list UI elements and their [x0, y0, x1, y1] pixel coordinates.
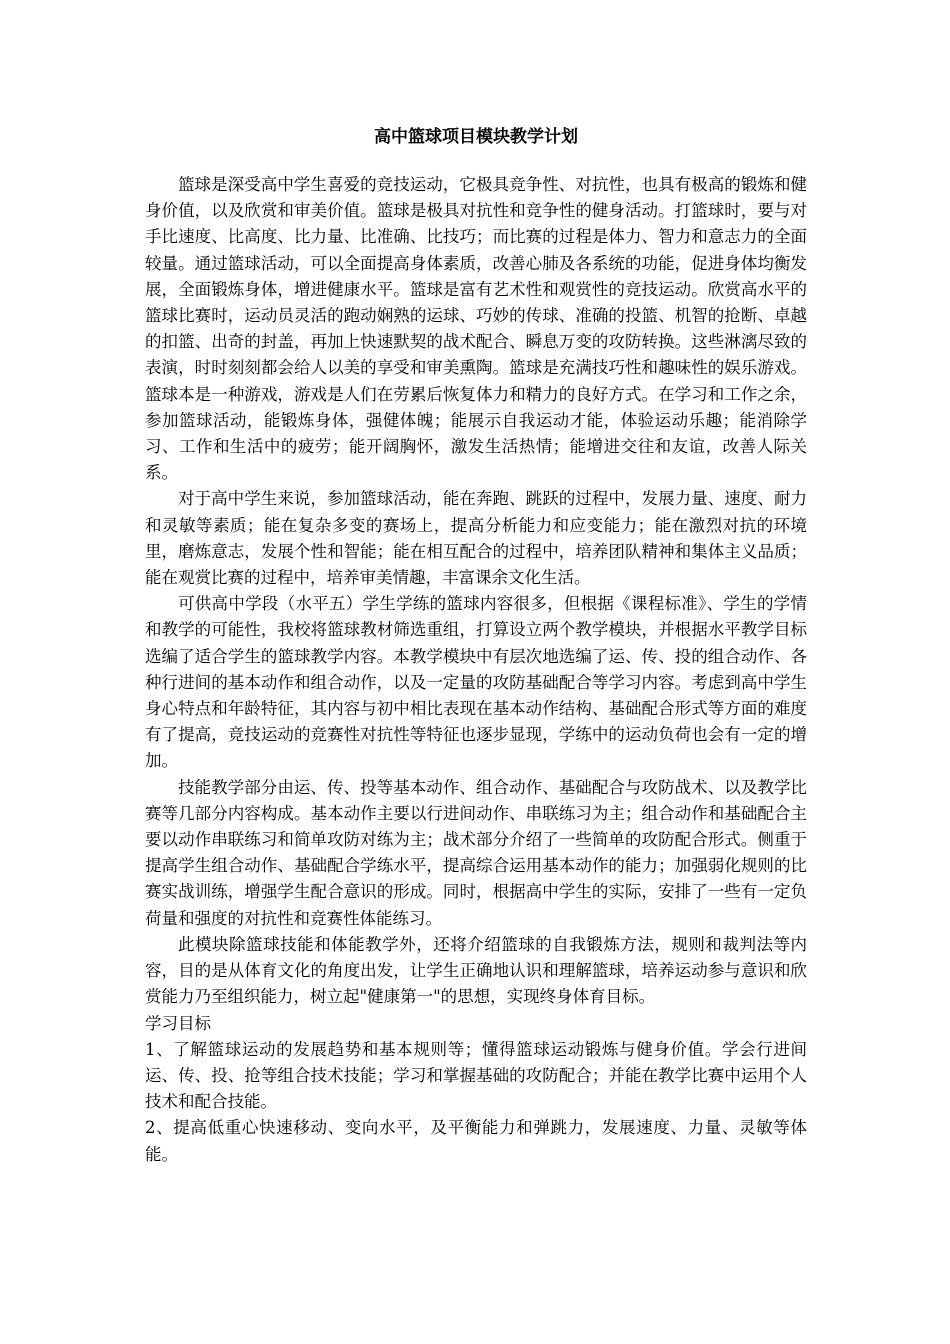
section-heading-learning-goals: 学习目标 — [145, 1013, 211, 1033]
paragraph-skill-teaching: 技能教学部分由运、传、投等基本动作、组合动作、基础配合与攻防战术、以及教学比赛等几部分内容构成。基本动作主要以行进间动作、串联练习为主；组合动作和基础配合主要以动作串联练习和简单攻防对练为主；战术部分介绍了一些简单的攻防配合形式。侧重于提高学生组合动作、基础配合学练水平，提高综合运用基本动作的能力；加强弱化规则的比赛实战训练，增强学生配合意识的形成。同时，根据高中学生的实际，安排了一些有一定负荷量和强度的对抗性和竞赛性体能练习。 — [145, 777, 807, 928]
goal-item-2: 2、提高低重心快速移动、变向水平，及平衡能力和弹跳力，发展速度、力量、灵敏等体能。 — [145, 1118, 807, 1164]
document-title: 高中篮球项目模块教学计划 — [374, 127, 578, 147]
paragraph-benefits: 对于高中学生来说，参加篮球活动，能在奔跑、跳跃的过程中，发展力量、速度、耐力和灵敏等素质；能在复杂多变的赛场上，提高分析能力和应变能力；能在激烈对抗的环境里，磨炼意志，发展个性和智能；能在相互配合的过程中，培养团队精神和集体主义品质；能在观赏比赛的过程中，培养审美情趣，丰富课余文化生活。 — [145, 489, 807, 588]
paragraph-intro: 篮球是深受高中学生喜爱的竞技运动，它极具竞争性、对抗性，也具有极高的锻炼和健身价值，以及欣赏和审美价值。篮球是极具对抗性和竞争性的健身活动。打篮球时，要与对手比速度、比高度、比力量、比准确、比技巧；而比赛的过程是体力、智力和意志力的全面较量。通过篮球活动，可以全面提高身体素质，改善心肺及各系统的功能，促进身体均衡发展，全面锻炼身体，增进健康水平。篮球是富有艺术性和观赏性的竞技运动。欣赏高水平的篮球比赛时，运动员灵活的跑动娴熟的运球、巧妙的传球、准确的投篮、机智的抢断、卓越的扣篮、出奇的封盖，再加上快速默契的战术配合、瞬息万变的攻防转换。这些淋漓尽致的表演，时时刻刻都会给人以美的享受和审美熏陶。篮球是充满技巧性和趣味性的娱乐游戏。篮球本是一种游戏，游戏是人们在劳累后恢复体力和精力的良好方式。在学习和工作之余，参加篮球活动，能锻炼身体，强健体魄；能展示自我运动才能，体验运动乐趣；能消除学习、工作和生活中的疲劳；能开阔胸怀，激发生活热情；能增进交往和友谊，改善人际关系。 — [145, 175, 807, 483]
paragraph-content-selection: 可供高中学段（水平五）学生学练的篮球内容很多，但根据《课程标准》、学生的学情和教学的可能性，我校将篮球教材筛选重组，打算设立两个教学模块，并根据水平教学目标选编了适合学生的篮球教学内容。本教学模块中有层次地选编了运、传、投的组合动作、各种行进间的基本动作和组合动作，以及一定量的攻防基础配合等学习内容。考虑到高中学生身心特点和年龄特征，其内容与初中相比表现在基本动作结构、基础配合形式等方面的难度有了提高，竞技运动的竞赛性对抗性等特征也逐步显现，学练中的运动负荷也会有一定的增加。 — [145, 594, 807, 771]
goal-item-1: 1、了解篮球运动的发展趋势和基本规则等；懂得篮球运动锻炼与健身价值。学会行进间运、传、投、抢等组合技术技能；学习和掌握基础的攻防配合；并能在教学比赛中运用个人技术和配合技能。 — [145, 1039, 807, 1112]
document-page — [145, 122, 807, 1168]
paragraph-module-scope: 此模块除篮球技能和体能教学外，还将介绍篮球的自我锻炼方法，规则和裁判法等内容，目的是从体育文化的角度出发，让学生正确地认识和理解篮球，培养运动参与意识和欣赏能力乃至组织能力，树立起"健康第一"的思想，实现终身体育目标。 — [145, 934, 807, 1007]
